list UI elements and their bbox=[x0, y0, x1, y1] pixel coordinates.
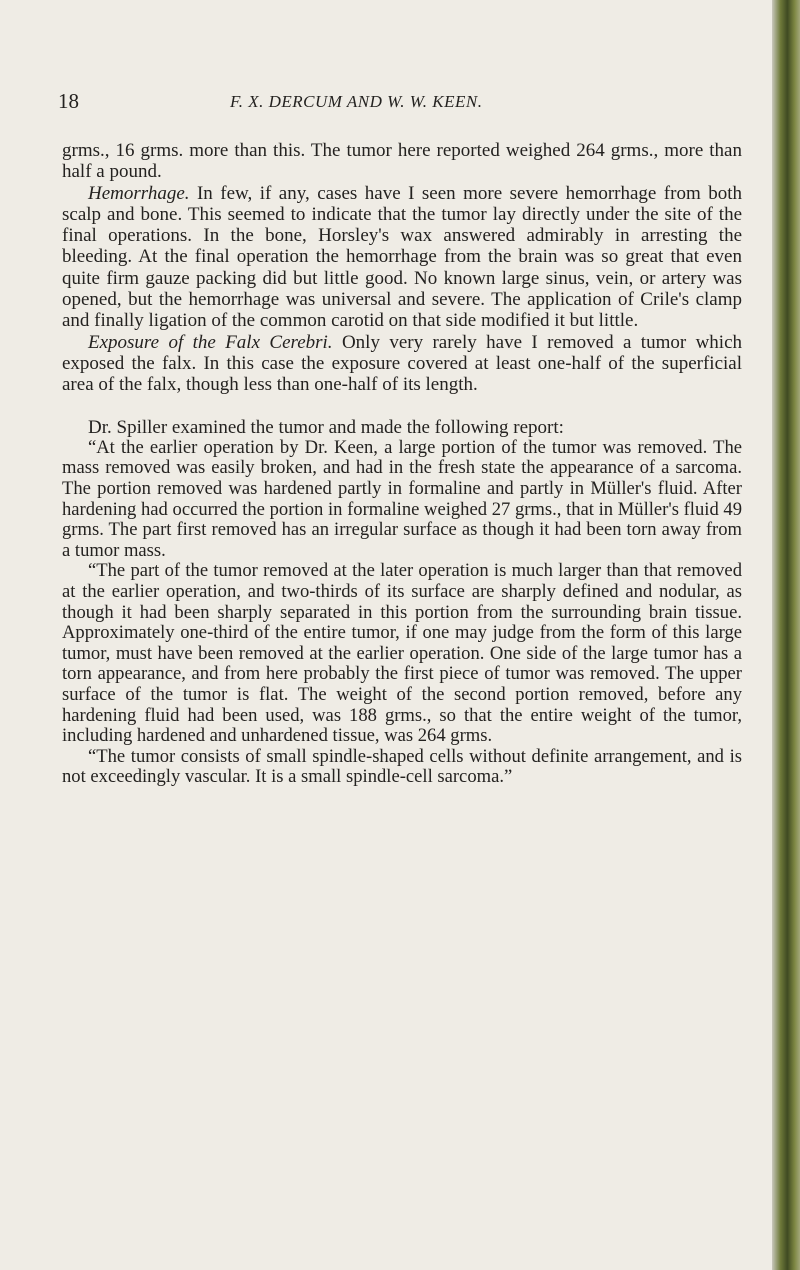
page-number: 18 bbox=[58, 89, 79, 113]
paragraph-exposure bbox=[62, 332, 742, 396]
paragraph-hemorrhage-text: In few, if any, cases have I seen more severe hemorrhage from both scalp and bone. This seemed to indicate that the tumor lay directly under the site of the final operations. In the bone, Horsley's wax answered admirably in arresting the bleeding. At the final operation the hemorrhage from the brain was so great that even quite firm gauze packing did but little good. No known large sinus, vein, or artery was opened, but the hemorrhage was universal and severe. The application of Crile's clamp and finally ligation of the common carotid on that side modified it but little. bbox=[62, 182, 742, 332]
paragraph-weight: grms., 16 grms. more than this. The tumor here reported weighed 264 grms., more than half a pound. bbox=[62, 140, 742, 183]
report-paragraph-conclusion: “The tumor consists of small spindle-shaped cells without definite arrangement, and is not exceedingly vascular. It is a small spindle-cell sarcoma.” bbox=[62, 745, 742, 788]
paragraph-hemorrhage bbox=[62, 183, 742, 332]
binding-edge bbox=[772, 0, 800, 1270]
paragraph-exposure-text: Only very rarely have I removed a tumor which exposed the falx. In this case the exposure covered at least one-half of the superficial area of the falx, though less than one-half of its length. bbox=[62, 331, 743, 396]
page-header bbox=[0, 86, 772, 120]
report-paragraph-later-operation: “The part of the tumor removed at the later operation is much larger than that removed at the earlier operation, and two-thirds of its surface are sharply defined and nodular, as though it had been sharply separated in this portion from the surrounding brain tissue. Approximately one-third of the entire tumor, if one may judge from the form of this large tumor, must have been removed at the earlier operation. One side of the large tumor has a torn appearance, and from here probably the first piece of tumor was removed. The upper surface of the tumor is flat. The weight of the second portion removed, before any hardening fluid had been used, was 188 grms., so that the entire weight of the tumor, including hardened and unhardened tissue, was 264 grms. bbox=[62, 560, 742, 747]
paragraph-report-intro: Dr. Spiller examined the tumor and made the following report: bbox=[88, 416, 564, 438]
body-text bbox=[62, 140, 742, 788]
subheading-exposure: Exposure of the Falx Cerebri. bbox=[88, 331, 333, 353]
subheading-hemorrhage: Hemorrhage. bbox=[88, 182, 190, 204]
report-paragraph-earlier-operation: “At the earlier operation by Dr. Keen, a large portion of the tumor was removed. The mass removed was easily broken, and had in the fresh state the appearance of a sarcoma. The portion removed was hardened partly in formaline and partly in Müller's fluid. After hardening had occurred the portion in formaline weighed 27 grms., that in Müller's fluid 49 grms. The part first removed has an irregular surface as though it had been torn away from a tumor mass. bbox=[62, 436, 742, 561]
running-head: F. X. DERCUM AND W. W. KEEN. bbox=[230, 92, 483, 111]
